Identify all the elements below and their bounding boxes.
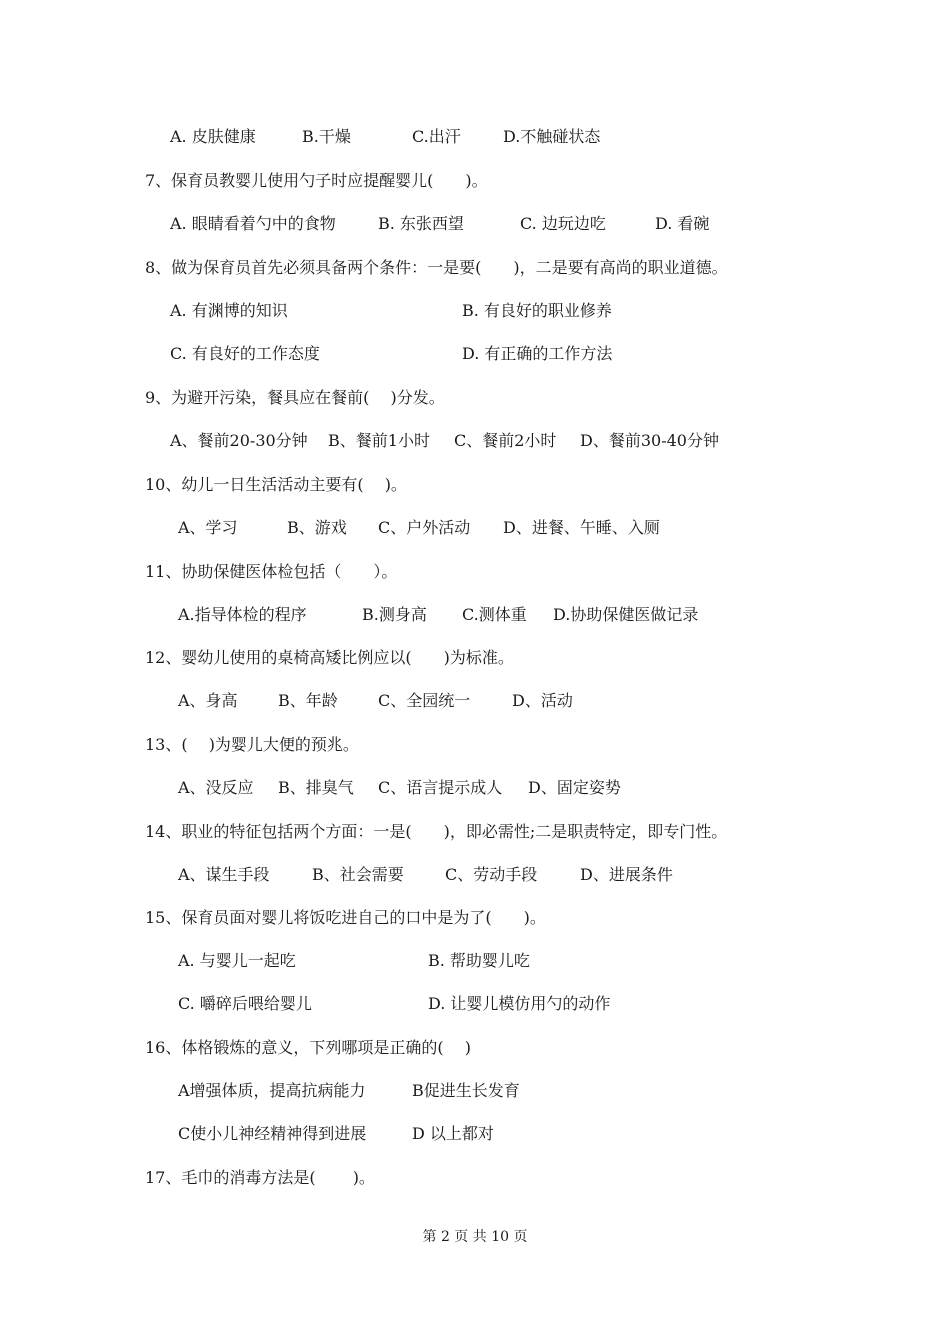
q6-option-a: A. 皮肤健康 (170, 127, 256, 146)
q7-option-a: A. 眼睛看着勺中的食物 (170, 214, 336, 233)
question-16-stem: 16、体格锻炼的意义，下列哪项是正确的( ) (145, 1038, 471, 1057)
q14-option-a: A、谋生手段 (178, 865, 270, 884)
q7-option-b: B. 东张西望 (378, 214, 464, 233)
page-footer: 第 2 页 共 10 页 (422, 1229, 528, 1245)
question-13-stem: 13、( )为婴儿大便的预兆。 (145, 735, 359, 754)
q11-option-d: D.协助保健医做记录 (553, 605, 699, 624)
q10-option-d: D、进餐、午睡、入厕 (503, 518, 660, 537)
q7-option-c: C. 边玩边吃 (520, 214, 606, 233)
q9-option-c: C、餐前2小时 (454, 431, 557, 450)
q9-option-d: D、餐前30-40分钟 (580, 431, 719, 450)
q11-option-b: B.测身高 (362, 605, 427, 624)
q12-option-d: D、活动 (512, 691, 573, 710)
q15-option-d: D. 让婴儿模仿用勺的动作 (428, 994, 611, 1013)
q10-option-b: B、游戏 (287, 518, 347, 537)
question-12-stem: 12、婴幼儿使用的桌椅高矮比例应以( )为标准。 (145, 648, 514, 667)
question-17-stem: 17、毛巾的消毒方法是( )。 (145, 1168, 375, 1187)
q16-option-b: B促进生长发育 (412, 1081, 520, 1100)
q6-option-b: B.干燥 (302, 127, 351, 146)
q13-option-c: C、语言提示成人 (378, 778, 503, 797)
q15-option-a: A. 与婴儿一起吃 (178, 951, 296, 970)
q12-option-b: B、年龄 (278, 691, 338, 710)
question-7-stem: 7、保育员教婴儿使用勺子时应提醒婴儿( )。 (145, 171, 488, 190)
q10-option-a: A、学习 (178, 518, 238, 537)
q9-option-a: A、餐前20-30分钟 (170, 431, 308, 450)
q16-option-d: D 以上都对 (412, 1124, 494, 1143)
q15-option-b: B. 帮助婴儿吃 (428, 951, 530, 970)
question-15-stem: 15、保育员面对婴儿将饭吃进自己的口中是为了( )。 (145, 908, 546, 927)
q14-option-b: B、社会需要 (312, 865, 404, 884)
q15-option-c: C. 嚼碎后喂给婴儿 (178, 994, 312, 1013)
q11-option-a: A.指导体检的程序 (178, 605, 307, 624)
question-14-stem: 14、职业的特征包括两个方面：一是( )，即必需性;二是职责特定，即专门性。 (145, 822, 728, 841)
q8-option-b: B. 有良好的职业修养 (462, 301, 612, 320)
question-10-stem: 10、幼儿一日生活活动主要有( )。 (145, 475, 407, 494)
q13-option-b: B、排臭气 (278, 778, 354, 797)
q12-option-a: A、身高 (178, 691, 238, 710)
q12-option-c: C、全园统一 (378, 691, 471, 710)
q6-option-c: C.出汗 (412, 127, 461, 146)
question-8-stem: 8、做为保育员首先必须具备两个条件：一是要( )，二是要有高尚的职业道德。 (145, 258, 728, 277)
question-11-stem: 11、协助保健医体检包括（ ）。 (145, 562, 398, 581)
q14-option-d: D、进展条件 (580, 865, 673, 884)
question-9-stem: 9、为避开污染，餐具应在餐前( )分发。 (145, 388, 445, 407)
q16-option-a: A增强体质，提高抗病能力 (178, 1081, 366, 1100)
q14-option-c: C、劳动手段 (445, 865, 538, 884)
q16-option-c: C使小儿神经精神得到进展 (178, 1124, 367, 1143)
q8-option-c: C. 有良好的工作态度 (170, 344, 320, 363)
q13-option-a: A、没反应 (178, 778, 254, 797)
q10-option-c: C、户外活动 (378, 518, 471, 537)
q6-option-d: D.不触碰状态 (503, 127, 601, 146)
q8-option-d: D. 有正确的工作方法 (462, 344, 613, 363)
q13-option-d: D、固定姿势 (528, 778, 621, 797)
q9-option-b: B、餐前1小时 (328, 431, 430, 450)
q8-option-a: A. 有渊博的知识 (170, 301, 288, 320)
q7-option-d: D. 看碗 (655, 214, 710, 233)
q11-option-c: C.测体重 (462, 605, 527, 624)
